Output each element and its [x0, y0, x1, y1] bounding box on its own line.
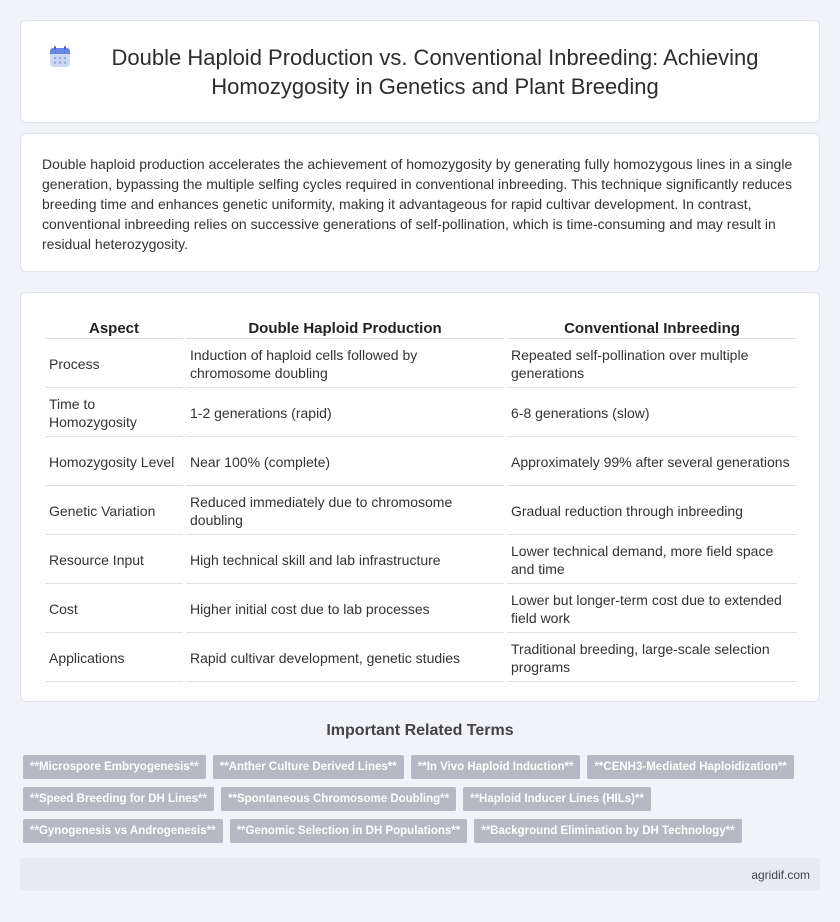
row-aspect: Time to Homozygosity [45, 390, 183, 437]
related-term-tag[interactable]: **Background Elimination by DH Technology** [474, 819, 741, 843]
table-row [45, 537, 797, 584]
intro-paragraph: Double haploid production accelerates the achievement of homozygosity by generating fully homozygous lines in a single generation, bypassing the multiple selfing cycles required in conventional inbreeding. This technique significantly reduces breeding time and enhances genetic uniformity, making it advantageous for rapid cultivar development. In contrast, conventional inbreeding relies on successive generations of self-pollination, which is time-consuming and may result in residual heterozygosity. [42, 156, 793, 252]
row-double-haploid: Higher initial cost due to lab processes [186, 586, 504, 633]
table-row [45, 390, 797, 437]
row-aspect: Genetic Variation [45, 488, 183, 535]
related-term-tag[interactable]: **Anther Culture Derived Lines** [213, 755, 404, 779]
table-header-row [45, 319, 797, 339]
related-term-tag[interactable]: **Haploid Inducer Lines (HILs)** [463, 787, 651, 811]
related-term-tag[interactable]: **In Vivo Haploid Induction** [411, 755, 581, 779]
row-conventional: 6-8 generations (slow) [507, 390, 797, 437]
row-aspect: Process [45, 341, 183, 388]
comparison-table-card [20, 292, 820, 702]
title-card [20, 20, 820, 123]
related-terms-list [23, 755, 813, 851]
table-row [45, 439, 797, 486]
table-row [45, 635, 797, 682]
footer [20, 858, 820, 891]
row-aspect: Applications [45, 635, 183, 682]
table-row [45, 586, 797, 633]
row-conventional: Lower but longer-term cost due to extended field work [507, 586, 797, 633]
related-term-tag[interactable]: **Genomic Selection in DH Populations** [230, 819, 468, 843]
row-conventional: Repeated self-pollination over multiple generations [507, 341, 797, 388]
table-row [45, 341, 797, 388]
row-conventional: Gradual reduction through inbreeding [507, 488, 797, 535]
row-aspect: Homozygosity Level [45, 439, 183, 486]
comparison-table [42, 317, 800, 684]
intro-card [20, 133, 820, 272]
row-aspect: Cost [45, 586, 183, 633]
footer-site-link[interactable]: agridif.com [751, 868, 810, 882]
row-double-haploid: High technical skill and lab infrastructure [186, 537, 504, 584]
header-conventional: Conventional Inbreeding [507, 319, 797, 339]
row-double-haploid: Near 100% (complete) [186, 439, 504, 486]
row-double-haploid: Reduced immediately due to chromosome doubling [186, 488, 504, 535]
row-double-haploid: 1-2 generations (rapid) [186, 390, 504, 437]
related-term-tag[interactable]: **Spontaneous Chromosome Doubling** [221, 787, 456, 811]
header-aspect: Aspect [45, 319, 183, 339]
row-double-haploid: Rapid cultivar development, genetic studies [186, 635, 504, 682]
related-term-tag[interactable]: **Microspore Embryogenesis** [23, 755, 206, 779]
row-double-haploid: Induction of haploid cells followed by chromosome doubling [186, 341, 504, 388]
header-double-haploid: Double Haploid Production [186, 319, 504, 339]
related-terms-heading: Important Related Terms [326, 722, 514, 739]
related-term-tag[interactable]: **CENH3-Mediated Haploidization** [587, 755, 793, 779]
page-title: Double Haploid Production vs. Conventional Inbreeding: Achieving Homozygosity in Genetics and Plant Breeding [111, 45, 759, 99]
row-aspect: Resource Input [45, 537, 183, 584]
related-term-tag[interactable]: **Gynogenesis vs Androgenesis** [23, 819, 223, 843]
table-row [45, 488, 797, 535]
row-conventional: Lower technical demand, more field space and time [507, 537, 797, 584]
row-conventional: Traditional breeding, large-scale selection programs [507, 635, 797, 682]
row-conventional: Approximately 99% after several generations [507, 439, 797, 486]
related-term-tag[interactable]: **Speed Breeding for DH Lines** [23, 787, 214, 811]
